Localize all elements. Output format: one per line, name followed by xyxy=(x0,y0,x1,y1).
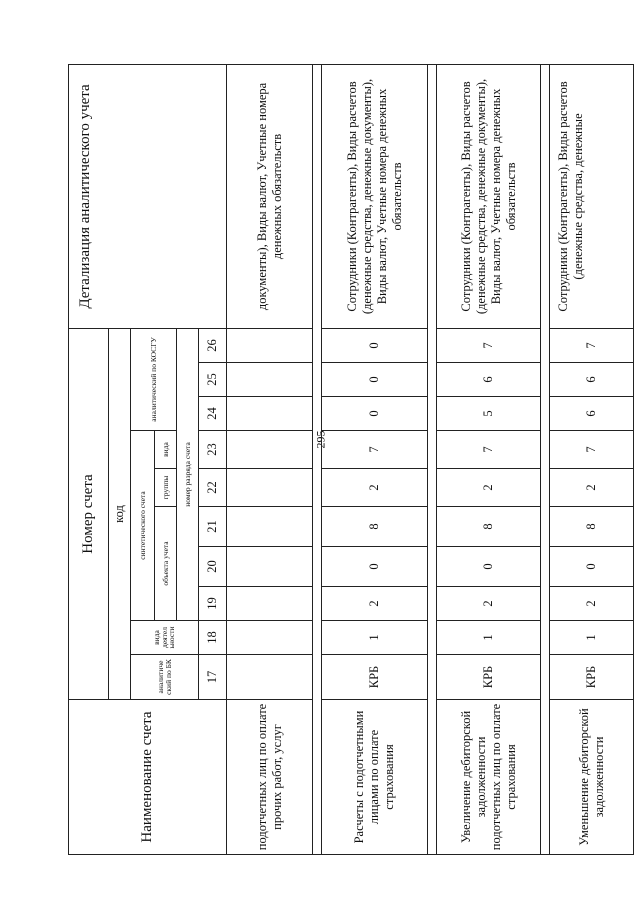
row-value xyxy=(227,469,313,507)
row-value: 7 xyxy=(322,431,428,469)
header-analytic-kosgu: аналитический по КОСГУ xyxy=(131,328,177,430)
row-separator xyxy=(428,64,437,854)
header-group: группы xyxy=(155,469,177,507)
row-value: 7 xyxy=(550,328,634,362)
row-value: 2 xyxy=(322,587,428,621)
table-row xyxy=(437,64,541,854)
row-value xyxy=(227,621,313,655)
row-value xyxy=(227,587,313,621)
col-number: 25 xyxy=(199,363,227,397)
row-value xyxy=(227,328,313,362)
row-value xyxy=(227,547,313,587)
row-value: 2 xyxy=(550,469,634,507)
rotated-table-container xyxy=(68,65,623,855)
col-number: 26 xyxy=(199,328,227,362)
row-value xyxy=(227,397,313,431)
row-detail: Сотрудники (Контрагенты), Виды расчетов (денежные средства, денежные документы), Виды валют, Учетные номера денежных обязательств xyxy=(437,64,541,328)
row-value: 2 xyxy=(437,469,541,507)
header-synthetic: синтетического счета xyxy=(131,431,155,621)
row-value: 0 xyxy=(322,328,428,362)
header-account-number: Номер счета xyxy=(69,328,109,699)
accounts-table xyxy=(68,64,634,855)
row-account-name: Уменьшение дебиторской задолженности xyxy=(550,700,634,855)
col-number: 19 xyxy=(199,587,227,621)
row-value xyxy=(227,655,313,700)
row-account-name: подотчетных лиц по оплате прочих работ, услуг xyxy=(227,700,313,855)
col-number: 18 xyxy=(199,621,227,655)
row-value: 7 xyxy=(550,431,634,469)
row-value: 6 xyxy=(550,363,634,397)
col-number: 17 xyxy=(199,655,227,700)
row-value: 2 xyxy=(550,587,634,621)
row-value: 0 xyxy=(437,547,541,587)
row-value: 0 xyxy=(322,363,428,397)
header-row-1 xyxy=(69,64,109,854)
table-row xyxy=(322,64,428,854)
row-account-name: Расчеты с подотчетными лицами по оплате страхования xyxy=(322,700,428,855)
header-kind: вида xyxy=(155,431,177,469)
header-object: объекта учета xyxy=(155,507,177,621)
row-value xyxy=(227,431,313,469)
header-analytic-bk: аналитиче ский по БК xyxy=(131,655,199,700)
table-row xyxy=(550,64,634,854)
row-value: КРБ xyxy=(322,655,428,700)
row-value: 0 xyxy=(322,547,428,587)
row-value: 0 xyxy=(322,397,428,431)
row-value: 1 xyxy=(550,621,634,655)
page-number-text: 295 xyxy=(313,430,328,449)
row-value: КРБ xyxy=(437,655,541,700)
header-activity-type: вида деятел ьности xyxy=(131,621,199,655)
col-number: 24 xyxy=(199,397,227,431)
col-number: 20 xyxy=(199,547,227,587)
row-value: 8 xyxy=(437,507,541,547)
row-value: КРБ xyxy=(550,655,634,700)
row-value: 7 xyxy=(437,431,541,469)
row-detail: документы), Виды валют, Учетные номера денежных обязательств xyxy=(227,64,313,328)
row-value: 5 xyxy=(437,397,541,431)
row-separator xyxy=(541,64,550,854)
header-detail: Детализация аналитического учета xyxy=(69,64,227,328)
row-value: 7 xyxy=(437,328,541,362)
row-value: 2 xyxy=(322,469,428,507)
col-number: 23 xyxy=(199,431,227,469)
row-value: 8 xyxy=(322,507,428,547)
row-value xyxy=(227,363,313,397)
row-separator xyxy=(313,64,322,854)
row-value xyxy=(227,507,313,547)
row-account-name: Увеличение дебиторской задолженности подотчетных лиц по оплате страхования xyxy=(437,700,541,855)
header-account-name: Наименование счета xyxy=(69,700,227,855)
table-row xyxy=(227,64,313,854)
row-detail: Сотрудники (Контрагенты), Виды расчетов (денежные средства, денежные документы), Виды валют, Учетные номера денежных обязательств xyxy=(322,64,428,328)
row-detail: Сотрудники (Контрагенты), Виды расчетов (денежные средства, денежные xyxy=(550,64,634,328)
row-value: 1 xyxy=(437,621,541,655)
row-value: 0 xyxy=(550,547,634,587)
col-number: 21 xyxy=(199,507,227,547)
col-number: 22 xyxy=(199,469,227,507)
row-value: 8 xyxy=(550,507,634,547)
row-value: 6 xyxy=(437,363,541,397)
row-value: 2 xyxy=(437,587,541,621)
row-value: 1 xyxy=(322,621,428,655)
header-code: код xyxy=(109,328,131,699)
row-value: 6 xyxy=(550,397,634,431)
header-rank-number: номер разряда счета xyxy=(177,328,199,620)
